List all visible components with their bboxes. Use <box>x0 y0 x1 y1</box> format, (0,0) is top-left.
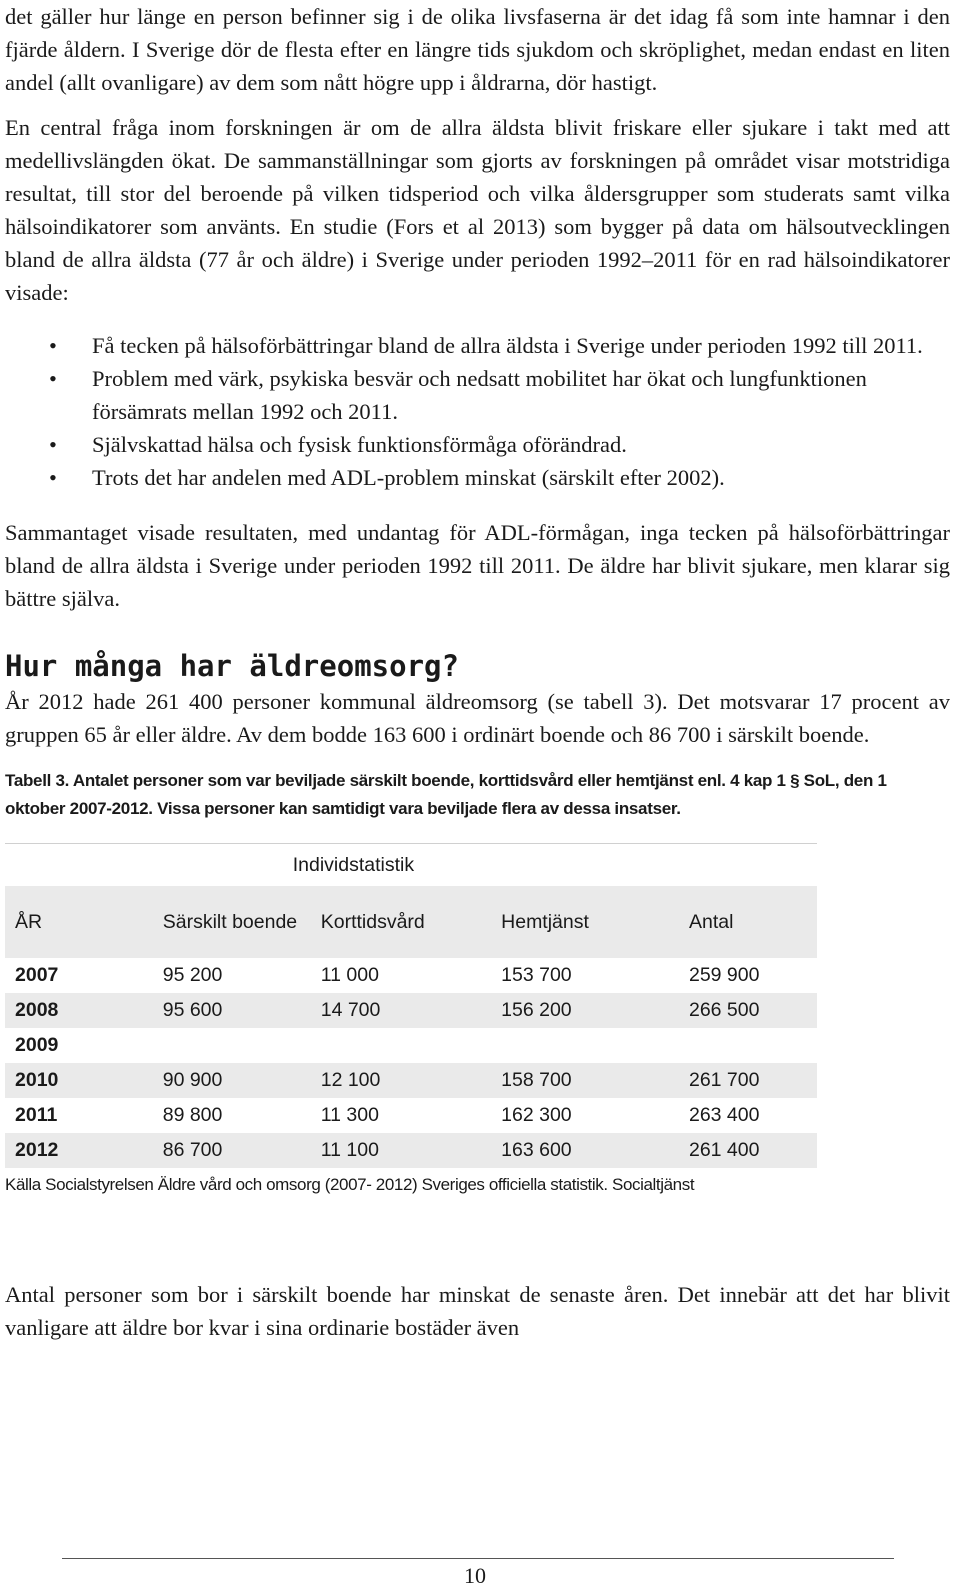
paragraph: En central fråga inom forskningen är om de allra äldsta blivit friskare eller sjukare i takt med att medellivslängden ökat. De sammanställningar som gjorts av forskningen på området visar motstridiga resultat, till stor del beroende på vilken tidsperiod och vilka åldersgrupper som studerats samt vilka hälsoindikatorer som använts. En studie (Fors et al 2013) som bygger på data om hälsoutvecklingen bland de allra äldsta (77 år och äldre) i Sverige under perioden 1992–2011 för en rad hälsoindikatorer visade: <box>5 115 950 305</box>
list-item <box>5 362 950 428</box>
column-header: Antal <box>679 886 817 958</box>
bullet-icon: • <box>49 333 57 358</box>
list-item-text: Trots det har andelen med ADL-problem minskat (särskilt efter 2002). <box>92 465 725 490</box>
list-item <box>5 329 950 362</box>
table-cell: 153 700 <box>491 958 679 993</box>
column-header: Särskilt boende <box>153 886 311 958</box>
table-cell: 2008 <box>5 993 153 1028</box>
table-cell: 11 100 <box>311 1133 491 1168</box>
table-cell: 259 900 <box>679 958 817 993</box>
table-cell: 156 200 <box>491 993 679 1028</box>
table-cell: 95 200 <box>153 958 311 993</box>
column-header: ÅR <box>5 886 153 958</box>
column-header: Hemtjänst <box>491 886 679 958</box>
bullet-list <box>5 329 950 494</box>
bullet-icon: • <box>49 432 57 457</box>
table-cell: 158 700 <box>491 1063 679 1098</box>
table-cell <box>153 1028 311 1063</box>
paragraph: Antal personer som bor i särskilt boende har minskat de senaste åren. Det innebär att det har blivit vanligare att äldre bor kvar i sina ordinarie bostäder även <box>5 1282 950 1340</box>
table-cell: 11 000 <box>311 958 491 993</box>
list-item-text: Problem med värk, psykiska besvär och nedsatt mobilitet har ökat och lungfunktionen försämrats mellan 1992 och 2011. <box>92 366 867 424</box>
table-cell: 2009 <box>5 1028 153 1063</box>
table-cell: 2012 <box>5 1133 153 1168</box>
paragraph: Sammantaget visade resultaten, med undantag för ADL-förmågan, inga tecken på hälsoförbättringar bland de allra äldsta i Sverige under perioden 1992 till 2011. De äldre har blivit sjukare, men klarar sig bättre själva. <box>5 520 950 611</box>
data-table <box>5 844 817 1168</box>
table-cell: 2007 <box>5 958 153 993</box>
table-caption: Tabell 3. Antalet personer som var beviljade särskilt boende, korttidsvård eller hemtjänst enl. 4 kap 1 § SoL, den 1 oktober 2007-2012. Vissa personer kan samtidigt vara beviljade flera av dessa insatser. <box>5 771 887 818</box>
table-row <box>5 993 817 1028</box>
table-cell: 261 400 <box>679 1133 817 1168</box>
page-number: 10 <box>464 1563 486 1588</box>
bullet-icon: • <box>49 366 57 391</box>
table-cell: 162 300 <box>491 1098 679 1133</box>
table-cell <box>491 1028 679 1063</box>
data-table-wrapper <box>5 843 817 1168</box>
table-header-row <box>5 886 817 958</box>
table-cell: 163 600 <box>491 1133 679 1168</box>
document-page <box>5 0 950 1344</box>
table-row <box>5 958 817 993</box>
table-cell: 12 100 <box>311 1063 491 1098</box>
table-cell: 90 900 <box>153 1063 311 1098</box>
table-cell: 14 700 <box>311 993 491 1028</box>
table-cell: 261 700 <box>679 1063 817 1098</box>
table-cell: 11 300 <box>311 1098 491 1133</box>
table-row <box>5 1028 817 1063</box>
table-cell: 2010 <box>5 1063 153 1098</box>
table-cell: 266 500 <box>679 993 817 1028</box>
table-row <box>5 1098 817 1133</box>
table-row <box>5 1133 817 1168</box>
section-heading: Hur många har äldreomsorg? <box>5 649 459 683</box>
table-cell: 95 600 <box>153 993 311 1028</box>
list-item-text: Självskattad hälsa och fysisk funktionsförmåga oförändrad. <box>92 432 627 457</box>
table-super-header-row <box>5 844 817 886</box>
table-source: Källa Socialstyrelsen Äldre vård och omsorg (2007- 2012) Sveriges officiella statistik. Socialtjänst <box>5 1175 695 1194</box>
table-row <box>5 1063 817 1098</box>
list-item <box>5 461 950 494</box>
list-item <box>5 428 950 461</box>
table-cell: 2011 <box>5 1098 153 1133</box>
table-cell <box>679 1028 817 1063</box>
footer-rule <box>62 1558 894 1559</box>
table-cell <box>311 1028 491 1063</box>
paragraph: det gäller hur länge en person befinner sig i de olika livsfaserna är det idag få som inte hamnar i den fjärde åldern. I Sverige dör de flesta efter en längre tids sjukdom och skröplighet, medan endast en liten andel (allt ovanligare) av dem som nått högre upp i åldrarna, dör hastigt. <box>5 4 950 95</box>
column-header: Korttidsvård <box>311 886 491 958</box>
table-super-header: Individstatistik <box>153 844 679 886</box>
list-item-text: Få tecken på hälsoförbättringar bland de allra äldsta i Sverige under perioden 1992 till 2011. <box>92 333 923 358</box>
table-cell: 263 400 <box>679 1098 817 1133</box>
paragraph: År 2012 hade 261 400 personer kommunal äldreomsorg (se tabell 3). Det motsvarar 17 procent av gruppen 65 år eller äldre. Av dem bodde 163 600 i ordinärt boende och 86 700 i särskilt boende. <box>5 689 950 747</box>
table-cell: 89 800 <box>153 1098 311 1133</box>
bullet-icon: • <box>49 465 57 490</box>
table-cell: 86 700 <box>153 1133 311 1168</box>
